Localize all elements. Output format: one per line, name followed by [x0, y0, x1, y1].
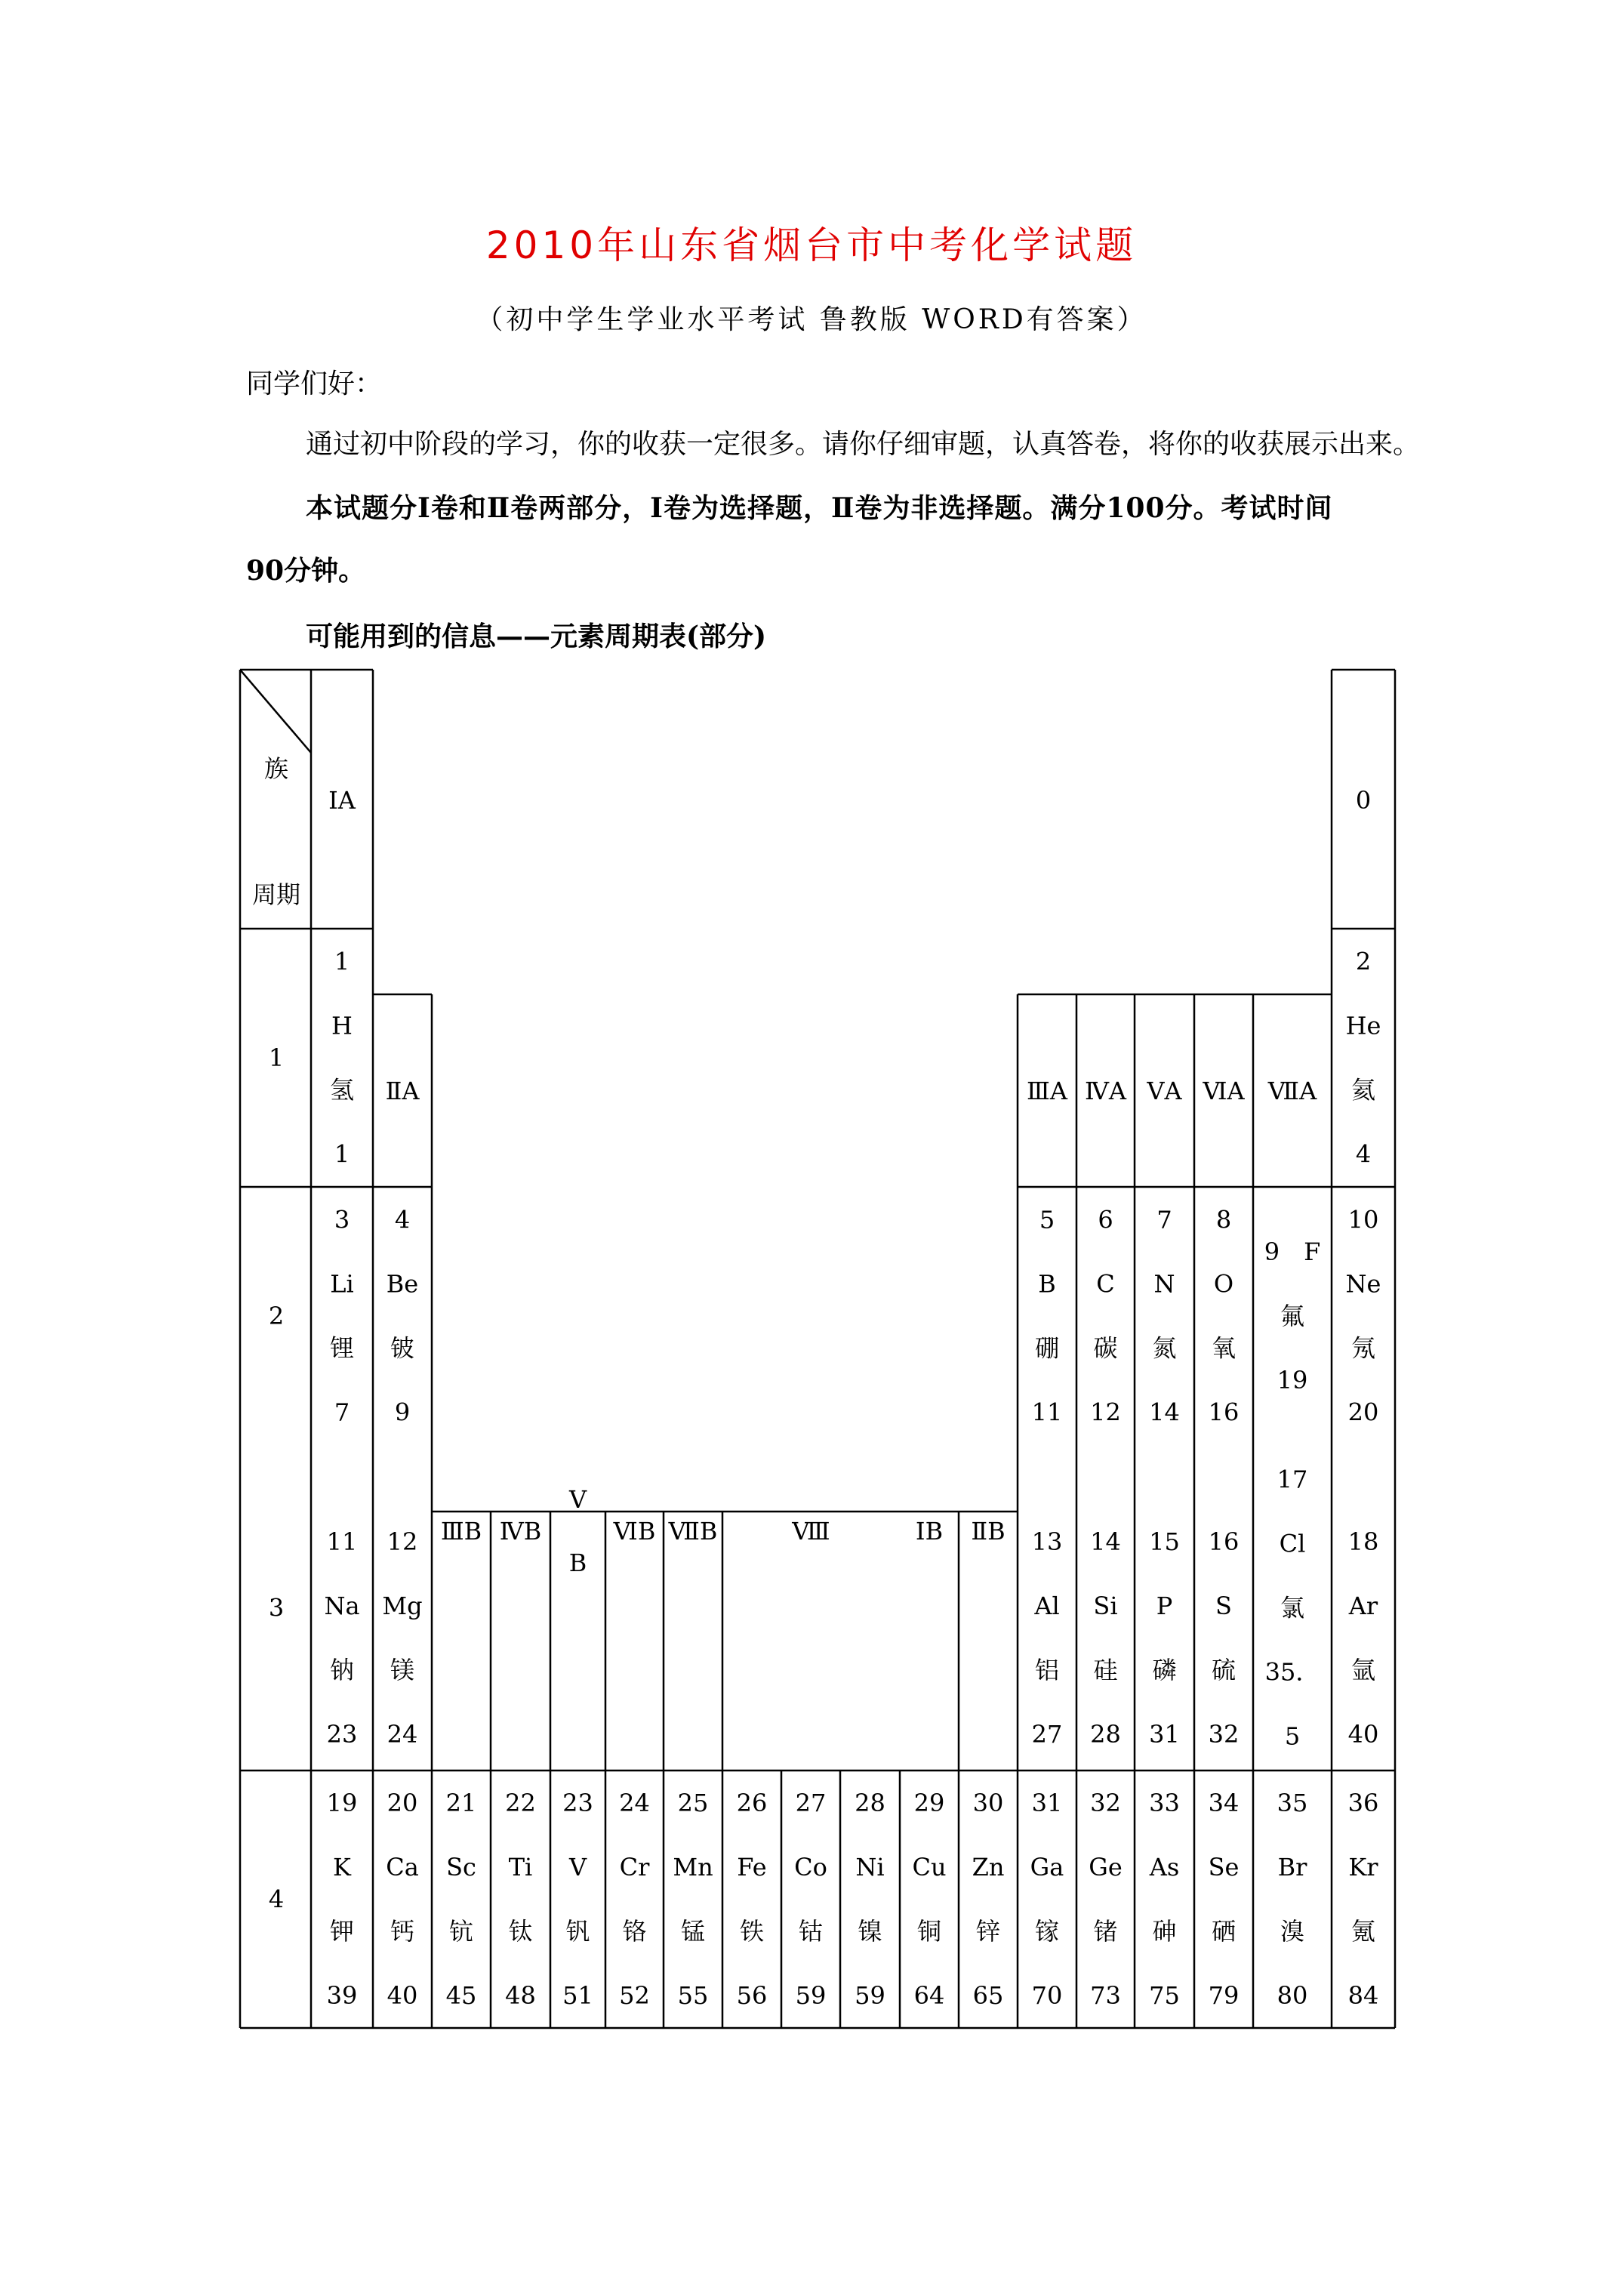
element-cell-Be: Be [386, 1269, 419, 1299]
element-cell-Mg: 镁 [390, 1656, 415, 1684]
document-title: 2010年山东省烟台市中考化学试题 [485, 223, 1138, 267]
group-header-VIA: ⅥA [1203, 1077, 1245, 1105]
element-cell-B: 5 [1039, 1205, 1055, 1234]
element-cell-Ni: 28 [855, 1789, 885, 1817]
element-cell-Kr: 36 [1347, 1789, 1379, 1817]
element-cell-O: O [1213, 1269, 1234, 1299]
element-cell-Al: 13 [1031, 1527, 1063, 1556]
element-cell-As: 砷 [1152, 1917, 1177, 1946]
corner-group-label: 族 [263, 754, 289, 783]
element-cell-N: 14 [1149, 1398, 1180, 1427]
element-cell-Co: 59 [795, 1981, 827, 2010]
element-cell-N: N [1153, 1269, 1175, 1299]
element-cell-P: P [1156, 1592, 1173, 1620]
element-cell-S: 16 [1208, 1527, 1240, 1556]
document-subtitle: （初中学生学业水平考试 鲁教版 WORD有答案） [476, 304, 1147, 335]
element-cell-Li: 7 [334, 1398, 350, 1427]
element-cell-He: He [1345, 1011, 1381, 1040]
element-cell-Sc: 45 [445, 1981, 477, 2010]
element-cell-Fe: Fe [737, 1853, 767, 1881]
element-cell-H: 1 [334, 1139, 350, 1169]
element-cell-C: 6 [1098, 1205, 1113, 1234]
element-cell-Br: 35 [1277, 1789, 1308, 1817]
element-cell-Ga: 镓 [1034, 1917, 1060, 1946]
element-cell-Sc: 21 [445, 1789, 477, 1817]
element-cell-Cu: 64 [913, 1981, 945, 2010]
element-cell-Se: 34 [1208, 1789, 1240, 1817]
element-cell-Al: 铝 [1034, 1656, 1060, 1684]
element-cell-F: 9 F [1264, 1237, 1321, 1266]
element-cell-Co: Co [794, 1853, 827, 1881]
element-cell-Cu: 铜 [916, 1917, 942, 1946]
element-cell-Be: 铍 [390, 1333, 415, 1363]
element-cell-Cl: 氯 [1280, 1593, 1305, 1623]
element-cell-Al: 27 [1031, 1720, 1063, 1749]
group-header-VIII: Ⅷ [792, 1517, 830, 1546]
element-cell-F: 19 [1277, 1366, 1308, 1395]
element-cell-Ge: 锗 [1093, 1917, 1118, 1946]
element-cell-Cr: 24 [619, 1789, 650, 1817]
group-header-VIB: ⅥB [613, 1517, 656, 1546]
element-cell-B: 11 [1031, 1398, 1063, 1427]
element-cell-Zn: 65 [972, 1981, 1004, 2010]
element-cell-Ne: 10 [1347, 1205, 1379, 1234]
element-cell-Ne: Ne [1345, 1269, 1381, 1299]
element-cell-Ge: 32 [1090, 1789, 1121, 1817]
element-cell-Kr: Kr [1348, 1853, 1378, 1881]
table-caption: 可能用到的信息——元素周期表(部分) [306, 621, 767, 652]
element-cell-Mg: Mg [382, 1592, 423, 1620]
group-header-IVB: ⅣB [499, 1517, 542, 1546]
element-cell-V: 钒 [565, 1917, 590, 1946]
element-cell-Ca: 20 [387, 1789, 418, 1817]
period-label-4: 4 [268, 1885, 285, 1914]
element-cell-Ar: Ar [1348, 1592, 1378, 1620]
element-cell-F: 氟 [1280, 1302, 1305, 1330]
element-cell-Cr: 铬 [622, 1917, 647, 1946]
element-cell-Mg: 24 [387, 1720, 418, 1749]
element-cell-Si: Si [1093, 1592, 1118, 1620]
element-cell-Co: 钴 [798, 1917, 824, 1946]
element-cell-P: 15 [1149, 1527, 1180, 1556]
element-cell-Li: 锂 [329, 1333, 355, 1363]
period-label-1: 1 [268, 1043, 285, 1072]
group-header-VIIB: ⅦB [668, 1517, 718, 1546]
element-cell-Br: 80 [1277, 1981, 1308, 2010]
element-cell-Si: 硅 [1093, 1656, 1118, 1684]
element-cell-V: V [568, 1853, 587, 1881]
element-cell-Al: Al [1034, 1592, 1060, 1620]
element-cell-Ne: 20 [1347, 1398, 1379, 1427]
element-cell-S: 32 [1208, 1720, 1240, 1749]
element-cell-Ca: 钙 [390, 1917, 415, 1946]
element-cell-Ti: 48 [505, 1981, 536, 2010]
group-header-IIB: ⅡB [971, 1517, 1006, 1546]
element-cell-Mn: 25 [677, 1789, 709, 1817]
element-cell-Ca: 40 [387, 1981, 418, 2010]
element-cell-K: K [333, 1853, 351, 1881]
element-cell-C: C [1096, 1269, 1115, 1299]
element-cell-Se: 硒 [1211, 1917, 1236, 1946]
element-cell-Se: Se [1208, 1853, 1240, 1881]
element-cell-Zn: Zn [972, 1853, 1005, 1881]
corner-diagonal [240, 670, 311, 753]
group-header-VB: B [568, 1549, 587, 1577]
element-cell-Ar: 18 [1347, 1527, 1379, 1556]
element-cell-Ge: 73 [1090, 1981, 1121, 2010]
element-cell-Ga: 70 [1031, 1981, 1063, 2010]
intro-paragraph: 通过初中阶段的学习，你的收获一定很多。请你仔细审题，认真答卷，将你的收获展示出来。 [306, 429, 1421, 460]
element-cell-Ar: 40 [1347, 1720, 1379, 1749]
period-label-2: 2 [268, 1302, 285, 1330]
element-cell-O: 8 [1215, 1205, 1232, 1234]
element-cell-Fe: 铁 [739, 1917, 765, 1946]
corner-period-label: 周期 [251, 880, 301, 909]
element-cell-Cl: 5 [1284, 1721, 1301, 1751]
element-cell-Sc: 钪 [448, 1917, 474, 1946]
element-cell-V: 51 [562, 1981, 593, 2010]
element-cell-H: 氢 [329, 1075, 355, 1105]
element-cell-Zn: 30 [972, 1789, 1004, 1817]
element-cell-H: 1 [334, 947, 350, 976]
element-cell-O: 16 [1208, 1398, 1240, 1427]
element-cell-Ni: Ni [855, 1853, 885, 1881]
element-cell-Ga: 31 [1031, 1789, 1063, 1817]
element-cell-Ne: 氖 [1350, 1333, 1376, 1363]
element-cell-He: 2 [1355, 947, 1372, 976]
element-cell-K: 钾 [329, 1917, 355, 1946]
element-cell-Si: 14 [1090, 1527, 1121, 1556]
element-cell-Ti: Ti [508, 1853, 533, 1881]
group-header-VB: Ⅴ [568, 1485, 587, 1514]
element-cell-He: 氦 [1350, 1075, 1376, 1105]
element-cell-H: H [331, 1011, 353, 1040]
group-header-IVA: ⅣA [1084, 1077, 1127, 1105]
element-cell-Co: 27 [795, 1789, 827, 1817]
element-cell-Mn: Mn [673, 1853, 713, 1881]
element-cell-C: 碳 [1093, 1333, 1118, 1363]
element-cell-O: 氧 [1211, 1333, 1236, 1363]
greeting-text: 同学们好： [246, 368, 383, 399]
element-cell-Ga: Ga [1030, 1853, 1064, 1881]
element-cell-Fe: 26 [736, 1789, 768, 1817]
element-cell-Na: 11 [326, 1527, 358, 1556]
element-cell-N: 氮 [1152, 1333, 1177, 1363]
element-cell-Na: Na [324, 1592, 360, 1620]
element-cell-As: 75 [1149, 1981, 1180, 2010]
group-header-VA: ⅤA [1147, 1077, 1182, 1105]
element-cell-Li: 3 [334, 1205, 350, 1234]
element-cell-He: 4 [1355, 1139, 1372, 1169]
element-cell-Ge: Ge [1089, 1853, 1123, 1881]
element-cell-B: B [1038, 1269, 1056, 1299]
group-header-IIIA: ⅢA [1027, 1077, 1067, 1105]
element-cell-Ca: Ca [386, 1853, 419, 1881]
element-cell-Be: 4 [394, 1205, 411, 1234]
element-cell-Na: 23 [326, 1720, 358, 1749]
element-cell-Cl: Cl [1279, 1529, 1306, 1558]
period-label-3: 3 [268, 1593, 285, 1623]
element-cell-B: 硼 [1034, 1333, 1060, 1363]
element-cell-Cl: 17 [1277, 1465, 1308, 1494]
element-cell-Ti: 钛 [508, 1917, 533, 1946]
element-cell-Kr: 氪 [1350, 1917, 1376, 1946]
element-cell-Cr: Cr [619, 1853, 650, 1881]
element-cell-V: 23 [562, 1789, 593, 1817]
element-cell-Cr: 52 [619, 1981, 650, 2010]
element-cell-N: 7 [1156, 1205, 1172, 1234]
element-cell-Ni: 59 [855, 1981, 885, 2010]
element-cell-Se: 79 [1208, 1981, 1240, 2010]
group-header-VIIA: ⅦA [1267, 1077, 1317, 1105]
element-cell-Br: 溴 [1280, 1917, 1305, 1946]
group-header-IA: ⅠA [328, 786, 356, 815]
element-cell-Ni: 镍 [858, 1917, 882, 1946]
group-header-IIIB: ⅢB [440, 1517, 482, 1546]
element-cell-Ti: 22 [505, 1789, 536, 1817]
element-cell-Cl: 35． [1264, 1657, 1320, 1687]
group-header-IB: ⅠB [915, 1517, 944, 1546]
element-cell-Be: 9 [394, 1398, 411, 1427]
exam-info-paragraph-continued: 90分钟。 [246, 555, 366, 587]
element-cell-As: 33 [1149, 1789, 1180, 1817]
element-cell-Sc: Sc [446, 1853, 476, 1881]
element-cell-Li: Li [330, 1269, 354, 1299]
element-cell-Ar: 氩 [1350, 1656, 1376, 1684]
element-cell-P: 磷 [1152, 1656, 1177, 1684]
group-header-0: 0 [1355, 786, 1372, 815]
element-cell-Zn: 锌 [975, 1917, 1001, 1946]
element-cell-Br: Br [1277, 1853, 1307, 1881]
element-cell-Fe: 56 [736, 1981, 768, 2010]
element-cell-Kr: 84 [1347, 1981, 1379, 2010]
element-cell-K: 19 [326, 1789, 358, 1817]
element-cell-P: 31 [1149, 1720, 1180, 1749]
element-cell-Mn: 锰 [680, 1917, 706, 1946]
element-cell-S: S [1215, 1592, 1232, 1620]
element-cell-As: As [1149, 1853, 1180, 1881]
element-cell-Cu: 29 [913, 1789, 945, 1817]
element-cell-Cu: Cu [912, 1853, 947, 1881]
element-cell-Mg: 12 [387, 1527, 418, 1556]
element-cell-Si: 28 [1090, 1720, 1121, 1749]
group-header-IIA: ⅡA [385, 1077, 420, 1105]
element-cell-C: 12 [1090, 1398, 1121, 1427]
element-cell-K: 39 [326, 1981, 358, 2010]
element-cell-Mn: 55 [677, 1981, 709, 2010]
exam-info-paragraph: 本试题分Ⅰ卷和Ⅱ卷两部分，Ⅰ卷为选择题，Ⅱ卷为非选择题。满分100分。考试时间 [306, 492, 1333, 524]
element-cell-S: 硫 [1211, 1656, 1236, 1684]
element-cell-Na: 钠 [329, 1656, 355, 1684]
